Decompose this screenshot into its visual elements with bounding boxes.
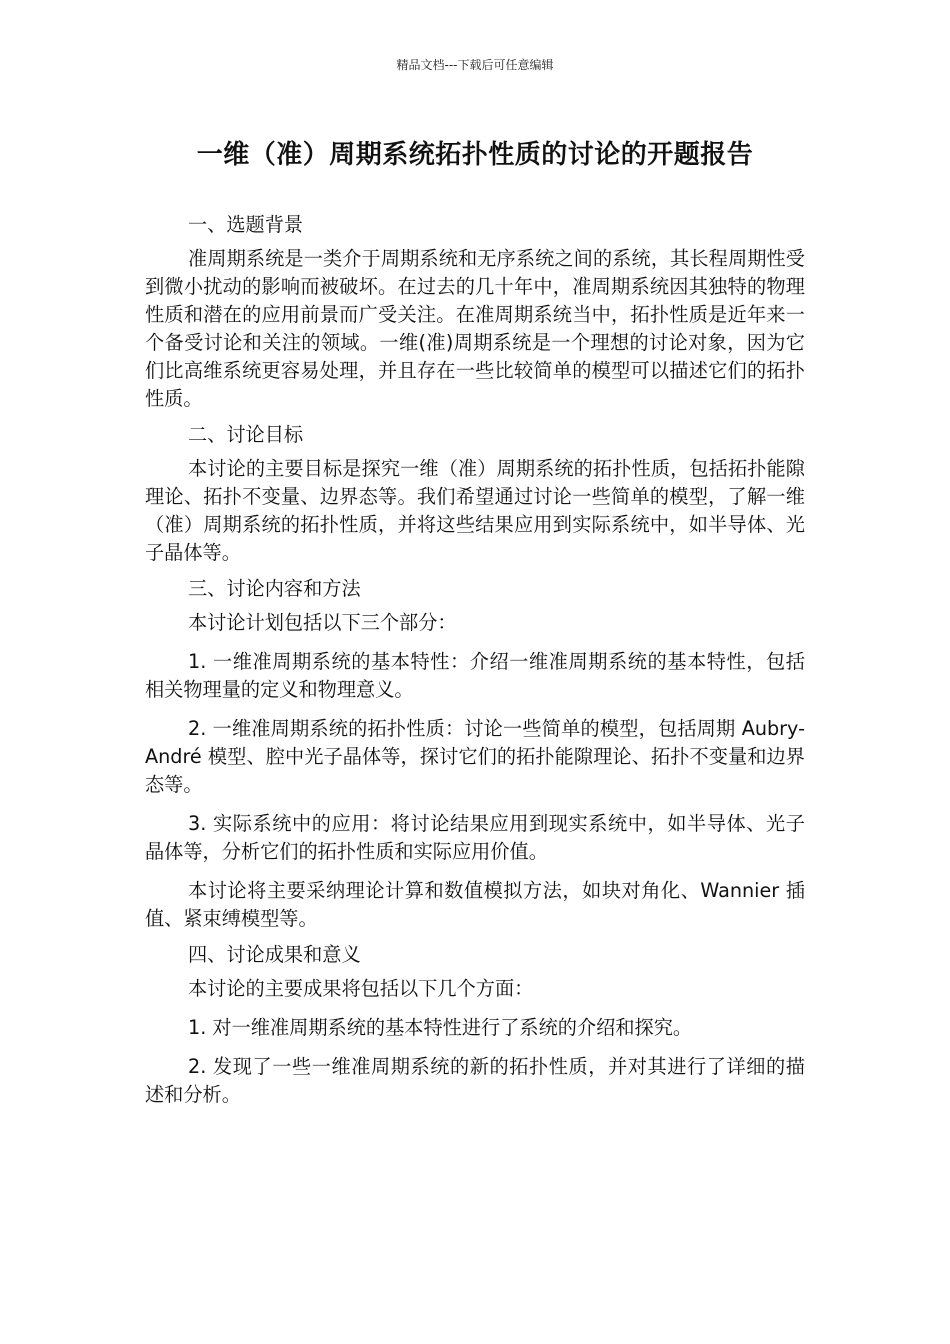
section-heading-background: 一、选题背景 bbox=[188, 213, 304, 236]
paragraph-methods: 本讨论将主要采纳理论计算和数值模拟方法，如块对角化、Wannier 插值、紧束缚模型等。 bbox=[145, 879, 805, 930]
list-item-applications: 3. 实际系统中的应用：将讨论结果应用到现实系统中，如半导体、光子晶体等，分析它们的拓扑性质和实际应用价值。 bbox=[145, 812, 805, 863]
list-item-result-1: 1. 对一维准周期系统的基本特性进行了系统的介绍和探究。 bbox=[188, 1016, 693, 1039]
document-title: 一维（准）周期系统拓扑性质的讨论的开题报告 bbox=[196, 140, 754, 170]
list-item-basic-properties: 1. 一维准周期系统的基本特性：介绍一维准周期系统的基本特性，包括相关物理量的定义和物理意义。 bbox=[145, 650, 805, 701]
header-note: 精品文档---下载后可任意编辑 bbox=[396, 58, 554, 72]
section-heading-content-methods: 三、讨论内容和方法 bbox=[188, 577, 361, 600]
section-heading-results: 四、讨论成果和意义 bbox=[188, 943, 361, 966]
paragraph-background: 准周期系统是一类介于周期系统和无序系统之间的系统，其长程周期性受到微小扰动的影响而被破坏。在过去的几十年中，准周期系统因其独特的物理性质和潜在的应用前景而广受关注。在准周期系统当中，拓扑性质是近年来一个备受讨论和关注的领域。一维(准)周期系统是一个理想的讨论对象，因为它们比高维系统更容易处理，并且存在一些比较简单的模型可以描述它们的拓扑性质。 bbox=[145, 247, 805, 410]
paragraph-goals: 本讨论的主要目标是探究一维（准）周期系统的拓扑性质，包括拓扑能隙理论、拓扑不变量、边界态等。我们希望通过讨论一些简单的模型，了解一维（准）周期系统的拓扑性质，并将这些结果应用到实际系统中，如半导体、光子晶体等。 bbox=[145, 457, 805, 564]
section-heading-goals: 二、讨论目标 bbox=[188, 423, 304, 446]
paragraph-results-intro: 本讨论的主要成果将包括以下几个方面： bbox=[188, 977, 534, 1000]
list-item-result-2: 2. 发现了一些一维准周期系统的新的拓扑性质，并对其进行了详细的描述和分析。 bbox=[145, 1055, 805, 1106]
paragraph-content-intro: 本讨论计划包括以下三个部分： bbox=[188, 611, 457, 634]
document-body bbox=[145, 211, 805, 1120]
list-item-topological-properties: 2. 一维准周期系统的拓扑性质：讨论一些简单的模型，包括周期 Aubry-André 模型、腔中光子晶体等，探讨它们的拓扑能隙理论、拓扑不变量和边界态等。 bbox=[145, 717, 805, 796]
